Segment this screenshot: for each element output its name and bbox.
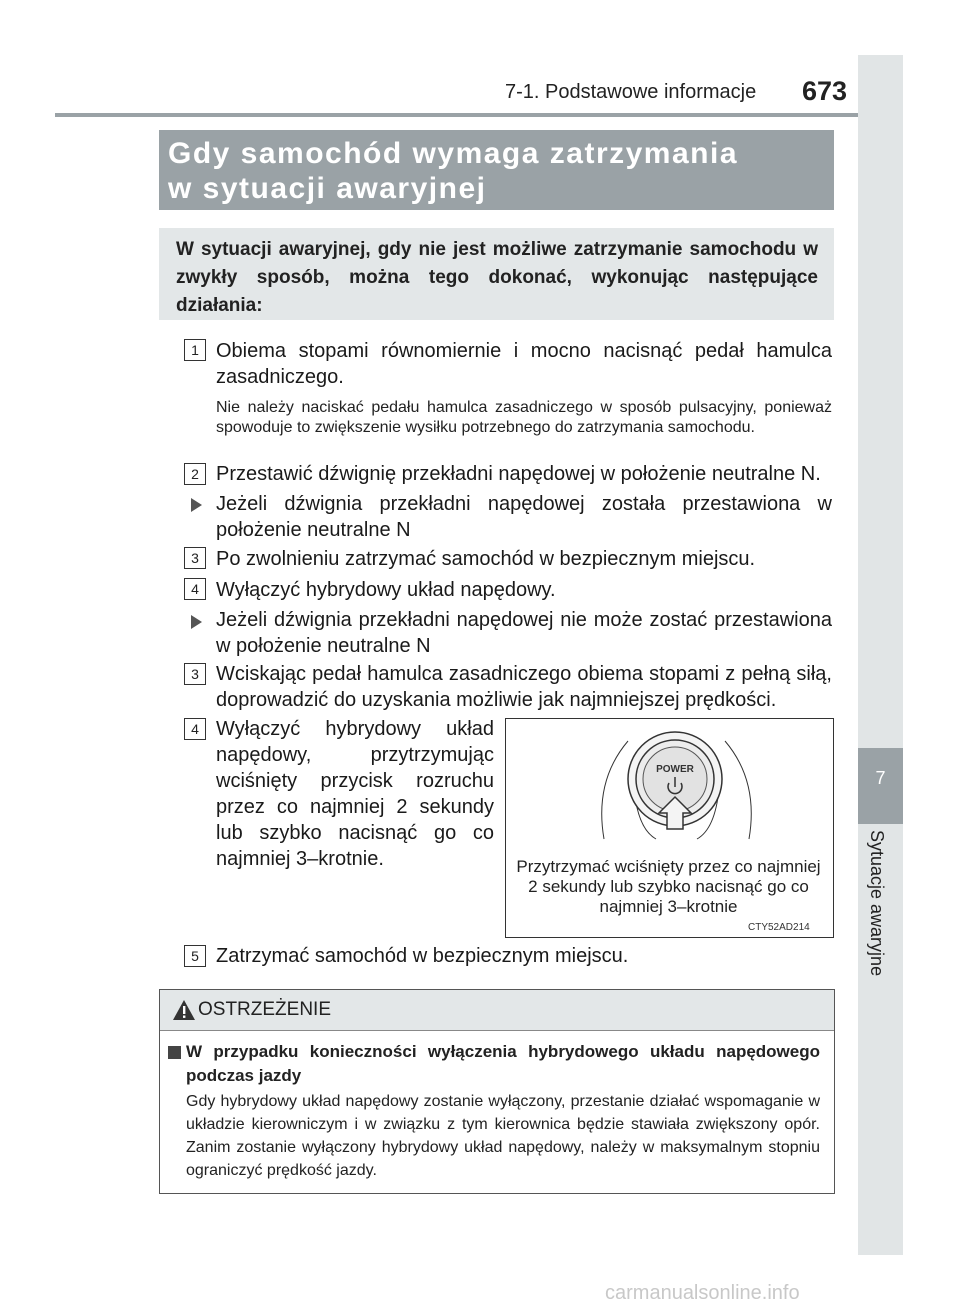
step-text: Wyłączyć hybrydowy układ napędowy.	[216, 579, 556, 601]
step-number: 5	[184, 945, 206, 967]
chapter-label: Sytuacje awaryjne	[867, 830, 887, 977]
step-text: Obiema stopami równomiernie i mocno nacisnąć pedał hamulca zasadniczego.	[216, 340, 832, 388]
power-label: POWER	[656, 764, 694, 775]
step-number: 2	[184, 463, 206, 485]
page-number: 673	[802, 76, 848, 106]
step-number: 4	[184, 718, 206, 740]
bullet-arrow-icon	[191, 615, 202, 629]
step-number: 3	[184, 547, 206, 569]
header-rule	[55, 113, 877, 117]
step-number: 3	[184, 663, 206, 685]
page-title	[168, 136, 828, 206]
warning-heading: W przypadku konieczności wyłączenia hybrydowego układu napędowego podczas jazdy	[186, 1042, 820, 1085]
step-text: Zatrzymać samochód w bezpiecznym miejscu.	[216, 945, 629, 967]
side-tab-strip	[858, 55, 903, 1255]
section-title: 7-1. Podstawowe informacje	[505, 81, 757, 103]
step-text: Po zwolnieniu zatrzymać samochód w bezpiecznym miejscu.	[216, 548, 756, 570]
step-text: Przestawić dźwignię przekładni napędowej w położenie neutralne N.	[216, 463, 821, 485]
step-number: 4	[184, 578, 206, 600]
bullet-arrow-icon	[191, 498, 202, 512]
condition-text: Jeżeli dźwignia przekładni napędowej została przestawiona w położenie neutralne N	[216, 493, 832, 541]
title-line-1: Gdy samochód wymaga zatrzymania	[168, 137, 739, 170]
step-note: Nie należy naciskać pedału hamulca zasadniczego w sposób pulsacyjny, ponieważ spowoduje to zwiększenie wysiłku potrzebnego do zatrzymania samochodu.	[216, 399, 832, 436]
figure-caption: Przytrzymać wciśnięty przez co najmniej 2 sekundy lub szybko nacisnąć go co najmniej 3–krotnie	[516, 857, 821, 916]
step-text: Wciskając pedał hamulca zasadniczego obiema stopami z pełną siłą, doprowadzić do uzyskania możliwie jak najmniejszej prędkości.	[216, 663, 832, 711]
figure-code: CTY52AD214	[748, 922, 810, 933]
title-line-2: w sytuacji awaryjnej	[168, 172, 487, 205]
condition-text: Jeżeli dźwignia przekładni napędowej nie może zostać przestawiona w położenie neutralne N	[216, 609, 832, 657]
step-number: 1	[184, 339, 206, 361]
square-bullet-icon	[168, 1046, 181, 1059]
warning-title: OSTRZEŻENIE	[198, 999, 332, 1020]
watermark: carmanualsonline.info	[605, 1282, 800, 1304]
warning-body: Gdy hybrydowy układ napędowy zostanie wyłączony, przestanie działać wspomaganie w układzie kierowniczym i w związku z tym kierownica będzie stawiała zwiększony opór. Zanim zostanie wyłączony hybrydowy układ napędowy, należy w maksymalnym stopniu ograniczyć prędkość jazdy.	[186, 1093, 820, 1179]
chapter-number: 7	[875, 768, 886, 788]
warning-triangle-icon	[172, 999, 196, 1021]
intro-text: W sytuacji awaryjnej, gdy nie jest możliwe zatrzymanie samochodu w zwykły sposób, można tego dokonać, wykonując następujące działania:	[176, 239, 818, 316]
step-text: Wyłączyć hybrydowy układ napędowy, przytrzymując wciśnięty przycisk rozruchu przez co najmniej 2 sekundy lub szybko nacisnąć go co najmniej 3–krotnie.	[216, 718, 494, 870]
